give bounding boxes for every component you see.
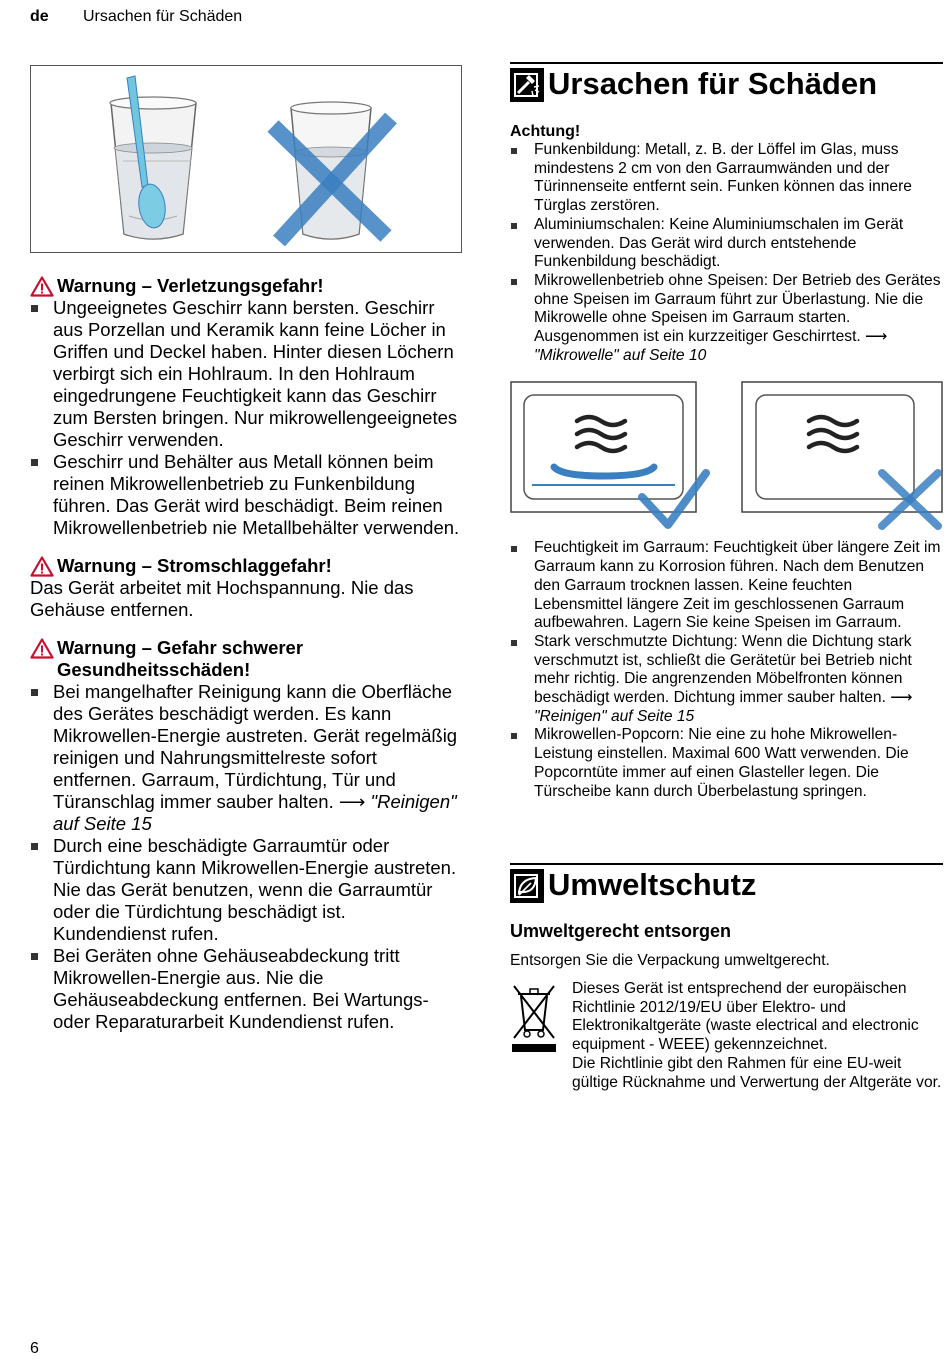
section-heading-damage bbox=[510, 62, 943, 102]
weee-paragraph-1: Dieses Gerät ist entsprechend der europäischen Richtlinie 2012/19/EU über Elektro- und Elektronikaltgeräte (waste electrical and electronic equipment - WEEE) gekennzeichnet. bbox=[572, 979, 919, 1054]
warning-health-heading bbox=[30, 637, 462, 681]
damage-hammer-icon bbox=[510, 68, 544, 102]
warning-injury-heading bbox=[30, 275, 462, 297]
warning-triangle-icon bbox=[30, 638, 54, 659]
list-item: Aluminiumschalen: Keine Aluminiumschalen im Gerät verwenden. Das Gerät wird durch entstehende Funkenbildung beschädigt. bbox=[510, 216, 943, 272]
section-title-damage: Ursachen für Schäden bbox=[548, 66, 878, 101]
arrow-icon: ⟶ bbox=[338, 791, 366, 812]
warning-shock-title: Warnung – Stromschlaggefahr! bbox=[57, 555, 332, 576]
microwave-illustrations bbox=[510, 381, 943, 539]
cross-reference-link[interactable]: "Reinigen" auf Seite 15 bbox=[534, 707, 695, 725]
list-item-text: Bei mangelhafter Reinigung kann die Oberfläche des Gerätes beschädigt werden. Es kann Mikrowellen-Energie austreten. Gerät regelmäßig reinigen und Nahrungsmittelreste sofort entfernen. Garraum, Türdichtung, Tür und Türanschlag immer sauber halten. bbox=[53, 681, 458, 812]
warning-health-list bbox=[30, 681, 462, 1033]
list-item: Feuchtigkeit im Garraum: Feuchtigkeit über längere Zeit im Garraum kann zu Korrosion führen. Nach dem Benutzen den Garraum trocknen lassen. Keine feuchten Lebensmittel längere Zeit im geschlossenen Garraum aufbewahren. Lagern Sie keine Speisen im Garraum. bbox=[510, 539, 943, 633]
microwave-load-drawing bbox=[510, 381, 943, 539]
list-item: Funkenbildung: Metall, z. B. der Löffel im Glas, muss mindestens 2 cm von den Garraumwänden und der Türinnenseite entfernt sein. Funken können das innere Türglas zerstören. bbox=[510, 141, 943, 216]
cross-reference-link[interactable]: "Reinigen" auf Seite 15 bbox=[53, 791, 457, 834]
weee-block bbox=[510, 980, 943, 1092]
list-item: Bei Geräten ohne Gehäuseabdeckung tritt Mikrowellen-Energie aus. Nie die Gehäuseabdeckung entfernen. Bei Wartungs- oder Reparaturarbeit Kundendienst rufen. bbox=[30, 945, 462, 1033]
warning-shock-heading bbox=[30, 555, 462, 577]
running-header: Ursachen für Schäden bbox=[83, 8, 243, 25]
list-item bbox=[510, 633, 943, 727]
glass-spoon-illustration bbox=[30, 65, 462, 253]
arrow-icon: ⟶ bbox=[865, 328, 888, 346]
section-title-environment: Umweltschutz bbox=[548, 867, 757, 903]
right-column bbox=[510, 62, 943, 1092]
disposal-intro: Entsorgen Sie die Verpackung umweltgerecht. bbox=[510, 952, 830, 970]
language-code: de bbox=[30, 8, 49, 25]
leaf-icon bbox=[510, 869, 544, 903]
list-item-text: Mikrowellenbetrieb ohne Speisen: Der Betrieb des Gerätes ohne Speisen im Garraum führt zur Überlastung. Nie die Mikrowelle ohne Speisen im Garraum starten. Ausgenommen ist ein kurzzeitiger Geschirrtest. bbox=[534, 271, 941, 346]
warning-health-title: Warnung – Gefahr schwerer Gesundheitsschäden! bbox=[57, 637, 304, 680]
warning-triangle-icon bbox=[30, 556, 54, 577]
damage-list-b bbox=[510, 539, 943, 801]
warning-triangle-icon bbox=[30, 276, 54, 297]
section-heading-environment bbox=[510, 863, 943, 903]
notice-label: Achtung! bbox=[510, 123, 581, 140]
cross-reference-link[interactable]: "Mikrowelle" auf Seite 10 bbox=[534, 346, 707, 364]
left-column bbox=[30, 65, 462, 1033]
list-item: Ungeeignetes Geschirr kann bersten. Geschirr aus Porzellan und Keramik kann feine Löcher in Griffen und Deckel haben. Hinter diesen Löchern verbirgt sich ein Hohlraum. In den Hohlraum eingedrungene Feuchtigkeit kann das Geschirr zum Bersten bringen. Nur mikrowellengeeignetes Geschirr verwenden. bbox=[30, 297, 462, 451]
warning-injury-title: Warnung – Verletzungsgefahr! bbox=[57, 275, 324, 296]
weee-paragraph-2: Die Richtlinie gibt den Rahmen für eine EU-weit gültige Rücknahme und Verwertung der Altgeräte vor. bbox=[572, 1054, 942, 1091]
list-item: Geschirr und Behälter aus Metall können beim reinen Mikrowellenbetrieb zu Funkenbildung führen. Das Gerät wird beschädigt. Beim reinen Mikrowellenbetrieb nie Metallbehälter verwenden. bbox=[30, 451, 462, 539]
list-item: Mikrowellen-Popcorn: Nie eine zu hohe Mikrowellen-Leistung einstellen. Maximal 600 Watt verwenden. Die Popcorntüte immer auf einen Glasteller legen. Die Türscheibe kann durch Überbelastung springen. bbox=[510, 726, 943, 801]
list-item-text: Stark verschmutzte Dichtung: Wenn die Dichtung stark verschmutzt ist, schließt die Gerätetür bei Betrieb nicht mehr richtig. Die angrenzenden Möbelfronten können beschädigt werden. Dichtung immer sauber halten. bbox=[534, 632, 912, 707]
warning-shock-text: Das Gerät arbeitet mit Hochspannung. Nie das Gehäuse entfernen. bbox=[30, 577, 414, 620]
glass-spoon-drawing bbox=[31, 66, 461, 252]
list-item bbox=[30, 681, 462, 835]
weee-bin-icon bbox=[510, 980, 572, 1092]
list-item: Durch eine beschädigte Garraumtür oder Türdichtung kann Mikrowellen-Energie austreten. Nie das Gerät benutzen, wenn die Garraumtür oder die Türdichtung beschädigt ist. Kundendienst rufen. bbox=[30, 835, 462, 945]
damage-list-a bbox=[510, 141, 943, 365]
page-number: 6 bbox=[30, 1340, 39, 1357]
list-item bbox=[510, 272, 943, 366]
warning-injury-list bbox=[30, 297, 462, 539]
disposal-subheading: Umweltgerecht entsorgen bbox=[510, 921, 732, 942]
arrow-icon: ⟶ bbox=[890, 689, 913, 707]
